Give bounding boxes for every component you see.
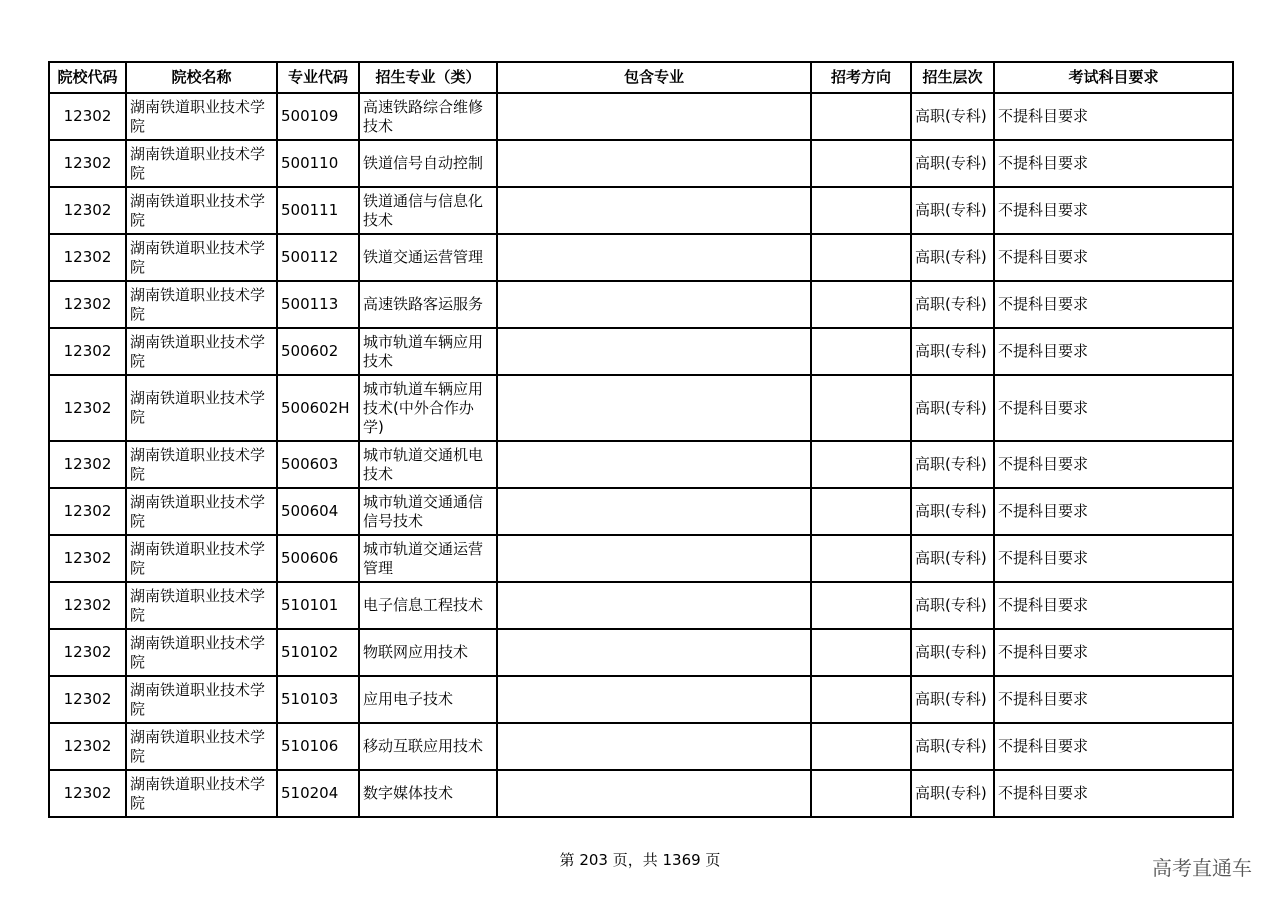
requirement-cell: 不提科目要求 bbox=[994, 328, 1233, 375]
header-included-majors: 包含专业 bbox=[497, 62, 811, 93]
school-code-cell: 12302 bbox=[49, 140, 126, 187]
school-name-cell: 湖南铁道职业技术学院 bbox=[126, 93, 277, 140]
school-code-cell: 12302 bbox=[49, 93, 126, 140]
direction-cell bbox=[811, 676, 911, 723]
table-row bbox=[49, 375, 1233, 441]
level-cell: 高职(专科) bbox=[911, 328, 994, 375]
major-code-cell: 500109 bbox=[277, 93, 359, 140]
level-cell: 高职(专科) bbox=[911, 582, 994, 629]
major-code-cell: 500113 bbox=[277, 281, 359, 328]
requirement-cell: 不提科目要求 bbox=[994, 676, 1233, 723]
major-code-cell: 500602 bbox=[277, 328, 359, 375]
school-name-cell: 湖南铁道职业技术学院 bbox=[126, 140, 277, 187]
direction-cell bbox=[811, 770, 911, 817]
level-cell: 高职(专科) bbox=[911, 723, 994, 770]
included-majors-cell bbox=[497, 535, 811, 582]
school-code-cell: 12302 bbox=[49, 234, 126, 281]
school-name-cell: 湖南铁道职业技术学院 bbox=[126, 441, 277, 488]
included-majors-cell bbox=[497, 140, 811, 187]
school-code-cell: 12302 bbox=[49, 676, 126, 723]
major-code-cell: 510103 bbox=[277, 676, 359, 723]
school-name-cell: 湖南铁道职业技术学院 bbox=[126, 582, 277, 629]
table-row bbox=[49, 328, 1233, 375]
major-code-cell: 510101 bbox=[277, 582, 359, 629]
school-code-cell: 12302 bbox=[49, 187, 126, 234]
school-name-cell: 湖南铁道职业技术学院 bbox=[126, 676, 277, 723]
level-cell: 高职(专科) bbox=[911, 535, 994, 582]
table-row bbox=[49, 441, 1233, 488]
direction-cell bbox=[811, 281, 911, 328]
level-cell: 高职(专科) bbox=[911, 140, 994, 187]
level-cell: 高职(专科) bbox=[911, 441, 994, 488]
included-majors-cell bbox=[497, 328, 811, 375]
school-code-cell: 12302 bbox=[49, 281, 126, 328]
level-cell: 高职(专科) bbox=[911, 234, 994, 281]
direction-cell bbox=[811, 328, 911, 375]
direction-cell bbox=[811, 629, 911, 676]
requirement-cell: 不提科目要求 bbox=[994, 723, 1233, 770]
level-cell: 高职(专科) bbox=[911, 676, 994, 723]
included-majors-cell bbox=[497, 676, 811, 723]
major-code-cell: 500111 bbox=[277, 187, 359, 234]
major-name-cell: 城市轨道交通通信信号技术 bbox=[359, 488, 497, 535]
direction-cell bbox=[811, 187, 911, 234]
major-code-cell: 500606 bbox=[277, 535, 359, 582]
major-name-cell: 数字媒体技术 bbox=[359, 770, 497, 817]
school-code-cell: 12302 bbox=[49, 441, 126, 488]
table-row bbox=[49, 770, 1233, 817]
school-code-cell: 12302 bbox=[49, 488, 126, 535]
major-code-cell: 500112 bbox=[277, 234, 359, 281]
major-name-cell: 电子信息工程技术 bbox=[359, 582, 497, 629]
direction-cell bbox=[811, 582, 911, 629]
table-row bbox=[49, 93, 1233, 140]
page-number: 第 203 页，共 1369 页 bbox=[559, 851, 721, 869]
direction-cell bbox=[811, 375, 911, 441]
school-name-cell: 湖南铁道职业技术学院 bbox=[126, 535, 277, 582]
header-major: 招生专业（类） bbox=[359, 62, 497, 93]
requirement-cell: 不提科目要求 bbox=[994, 375, 1233, 441]
major-name-cell: 应用电子技术 bbox=[359, 676, 497, 723]
school-code-cell: 12302 bbox=[49, 723, 126, 770]
school-code-cell: 12302 bbox=[49, 629, 126, 676]
major-code-cell: 500602H bbox=[277, 375, 359, 441]
table-row bbox=[49, 488, 1233, 535]
requirement-cell: 不提科目要求 bbox=[994, 770, 1233, 817]
included-majors-cell bbox=[497, 93, 811, 140]
level-cell: 高职(专科) bbox=[911, 629, 994, 676]
school-name-cell: 湖南铁道职业技术学院 bbox=[126, 234, 277, 281]
school-code-cell: 12302 bbox=[49, 582, 126, 629]
level-cell: 高职(专科) bbox=[911, 375, 994, 441]
major-name-cell: 物联网应用技术 bbox=[359, 629, 497, 676]
major-name-cell: 城市轨道交通机电技术 bbox=[359, 441, 497, 488]
header-requirement: 考试科目要求 bbox=[994, 62, 1233, 93]
school-code-cell: 12302 bbox=[49, 328, 126, 375]
level-cell: 高职(专科) bbox=[911, 488, 994, 535]
included-majors-cell bbox=[497, 375, 811, 441]
major-code-cell: 510102 bbox=[277, 629, 359, 676]
major-name-cell: 移动互联应用技术 bbox=[359, 723, 497, 770]
included-majors-cell bbox=[497, 582, 811, 629]
included-majors-cell bbox=[497, 629, 811, 676]
requirement-cell: 不提科目要求 bbox=[994, 582, 1233, 629]
level-cell: 高职(专科) bbox=[911, 281, 994, 328]
major-name-cell: 高速铁路客运服务 bbox=[359, 281, 497, 328]
included-majors-cell bbox=[497, 770, 811, 817]
direction-cell bbox=[811, 140, 911, 187]
major-name-cell: 城市轨道车辆应用技术(中外合作办学) bbox=[359, 375, 497, 441]
school-name-cell: 湖南铁道职业技术学院 bbox=[126, 770, 277, 817]
direction-cell bbox=[811, 234, 911, 281]
major-name-cell: 城市轨道交通运营管理 bbox=[359, 535, 497, 582]
table-row bbox=[49, 187, 1233, 234]
direction-cell bbox=[811, 723, 911, 770]
major-name-cell: 高速铁路综合维修技术 bbox=[359, 93, 497, 140]
school-code-cell: 12302 bbox=[49, 770, 126, 817]
major-code-cell: 500110 bbox=[277, 140, 359, 187]
direction-cell bbox=[811, 441, 911, 488]
table-row bbox=[49, 535, 1233, 582]
watermark-text: 高考直通车 bbox=[1152, 856, 1252, 880]
requirement-cell: 不提科目要求 bbox=[994, 629, 1233, 676]
school-name-cell: 湖南铁道职业技术学院 bbox=[126, 375, 277, 441]
level-cell: 高职(专科) bbox=[911, 770, 994, 817]
major-name-cell: 城市轨道车辆应用技术 bbox=[359, 328, 497, 375]
major-name-cell: 铁道信号自动控制 bbox=[359, 140, 497, 187]
header-school-name: 院校名称 bbox=[126, 62, 277, 93]
requirement-cell: 不提科目要求 bbox=[994, 535, 1233, 582]
table-row bbox=[49, 723, 1233, 770]
school-name-cell: 湖南铁道职业技术学院 bbox=[126, 629, 277, 676]
table-row bbox=[49, 676, 1233, 723]
direction-cell bbox=[811, 535, 911, 582]
requirement-cell: 不提科目要求 bbox=[994, 93, 1233, 140]
table-row bbox=[49, 140, 1233, 187]
header-major-code: 专业代码 bbox=[277, 62, 359, 93]
included-majors-cell bbox=[497, 281, 811, 328]
school-name-cell: 湖南铁道职业技术学院 bbox=[126, 328, 277, 375]
included-majors-cell bbox=[497, 441, 811, 488]
major-code-cell: 510106 bbox=[277, 723, 359, 770]
school-code-cell: 12302 bbox=[49, 535, 126, 582]
school-code-cell: 12302 bbox=[49, 375, 126, 441]
header-level: 招生层次 bbox=[911, 62, 994, 93]
school-name-cell: 湖南铁道职业技术学院 bbox=[126, 281, 277, 328]
included-majors-cell bbox=[497, 187, 811, 234]
requirement-cell: 不提科目要求 bbox=[994, 187, 1233, 234]
level-cell: 高职(专科) bbox=[911, 93, 994, 140]
level-cell: 高职(专科) bbox=[911, 187, 994, 234]
requirement-cell: 不提科目要求 bbox=[994, 234, 1233, 281]
direction-cell bbox=[811, 488, 911, 535]
school-name-cell: 湖南铁道职业技术学院 bbox=[126, 488, 277, 535]
requirement-cell: 不提科目要求 bbox=[994, 281, 1233, 328]
requirement-cell: 不提科目要求 bbox=[994, 488, 1233, 535]
school-name-cell: 湖南铁道职业技术学院 bbox=[126, 187, 277, 234]
header-direction: 招考方向 bbox=[811, 62, 911, 93]
table-row bbox=[49, 234, 1233, 281]
table-row bbox=[49, 629, 1233, 676]
included-majors-cell bbox=[497, 234, 811, 281]
table-body bbox=[49, 93, 1233, 817]
major-code-cell: 510204 bbox=[277, 770, 359, 817]
header-school-code: 院校代码 bbox=[49, 62, 126, 93]
requirement-cell: 不提科目要求 bbox=[994, 140, 1233, 187]
included-majors-cell bbox=[497, 723, 811, 770]
major-code-cell: 500603 bbox=[277, 441, 359, 488]
requirement-cell: 不提科目要求 bbox=[994, 441, 1233, 488]
table-row bbox=[49, 281, 1233, 328]
majors-table bbox=[48, 61, 1234, 818]
major-code-cell: 500604 bbox=[277, 488, 359, 535]
major-name-cell: 铁道通信与信息化技术 bbox=[359, 187, 497, 234]
major-name-cell: 铁道交通运营管理 bbox=[359, 234, 497, 281]
included-majors-cell bbox=[497, 488, 811, 535]
table-header-row bbox=[49, 62, 1233, 93]
table-row bbox=[49, 582, 1233, 629]
school-name-cell: 湖南铁道职业技术学院 bbox=[126, 723, 277, 770]
direction-cell bbox=[811, 93, 911, 140]
